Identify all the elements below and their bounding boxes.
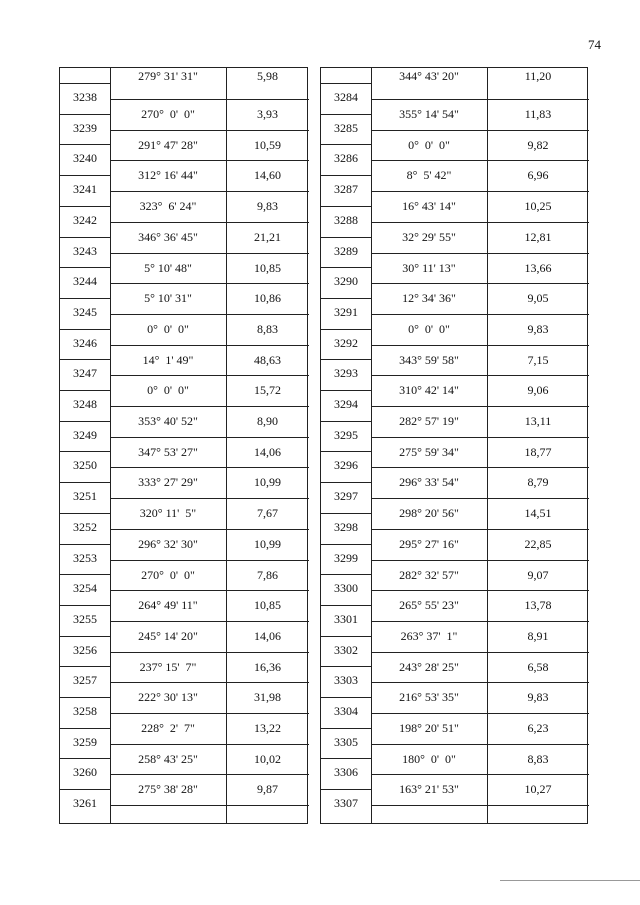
point-id-cell: 3294	[334, 397, 358, 411]
row-divider	[110, 160, 309, 161]
row-divider	[60, 544, 110, 545]
row-divider	[321, 605, 371, 606]
row-divider	[321, 267, 371, 268]
distance-cell: 11,20	[524, 69, 552, 83]
angle-cell: 258° 43' 25"	[138, 751, 198, 766]
point-id-cell: 3289	[334, 243, 358, 258]
point-id-cell: 3253	[73, 550, 97, 565]
row-divider	[110, 406, 309, 407]
angle-cell: 5° 10' 48"	[144, 260, 192, 275]
distance-cell: 10,99	[254, 475, 281, 490]
row-divider	[371, 437, 589, 438]
row-divider	[321, 513, 371, 514]
angle-cell: 0° 0' 0"	[408, 321, 450, 336]
distance-cell: 8,91	[527, 628, 549, 643]
row-divider	[110, 560, 309, 561]
row-divider	[321, 574, 371, 575]
row-divider	[321, 421, 371, 422]
angle-cell: 275° 59' 34"	[399, 444, 459, 459]
row-divider	[321, 359, 371, 360]
distance-cell: 18,77	[524, 444, 552, 459]
row-divider	[371, 805, 589, 806]
point-id-cell: 3242	[73, 212, 97, 227]
point-id-cell: 3259	[73, 734, 97, 749]
distance-cell: 14,51	[524, 506, 552, 521]
angle-cell: 295° 27' 16"	[399, 536, 459, 551]
angle-cell: 298° 20' 56"	[399, 506, 459, 521]
row-divider	[110, 744, 309, 745]
angle-cell: 12° 34' 36"	[402, 291, 456, 306]
row-divider	[371, 160, 589, 161]
angle-cell: 180° 0' 0"	[402, 751, 456, 766]
row-divider	[371, 253, 589, 254]
distance-cell: 13,66	[524, 260, 552, 275]
row-divider	[371, 713, 589, 714]
row-divider	[60, 175, 110, 176]
point-id-cell: 3306	[334, 765, 358, 780]
row-divider	[371, 99, 589, 100]
angle-cell: 198° 20' 51"	[399, 721, 459, 735]
point-id-cell: 3258	[73, 704, 97, 718]
row-divider	[60, 359, 110, 360]
point-id-cell: 3244	[73, 274, 97, 289]
distance-cell: 8,83	[527, 751, 549, 766]
angle-cell: 0° 0' 0"	[408, 137, 450, 152]
point-id-cell: 3293	[334, 366, 358, 381]
row-divider	[321, 728, 371, 729]
row-divider	[110, 498, 309, 499]
distance-cell: 21,21	[254, 229, 281, 244]
distance-cell: 31,98	[254, 690, 281, 705]
point-id-cell: 3261	[73, 796, 97, 811]
distance-cell: 14,06	[254, 444, 281, 459]
angle-cell: 282° 32' 57"	[399, 567, 459, 582]
angle-cell: 323° 6' 24"	[139, 199, 197, 214]
row-divider	[371, 590, 589, 591]
angle-cell: 243° 28' 25"	[399, 659, 459, 674]
distance-cell: 9,07	[527, 567, 549, 582]
distance-cell: 8,83	[257, 321, 278, 336]
angle-cell: 282° 57' 19"	[399, 414, 459, 428]
point-id-cell: 3302	[334, 642, 358, 657]
point-id-cell: 3307	[334, 796, 358, 811]
angle-cell: 270° 0' 0"	[141, 567, 195, 582]
distance-cell: 13,11	[524, 414, 552, 428]
point-id-cell: 3245	[73, 304, 97, 319]
point-id-cell: 3291	[334, 304, 358, 319]
angle-cell: 237° 15' 7"	[139, 659, 197, 674]
angle-cell: 222° 30' 13"	[138, 690, 198, 705]
distance-cell: 7,86	[257, 567, 278, 582]
row-divider	[110, 682, 309, 683]
row-divider	[110, 437, 309, 438]
row-divider	[60, 83, 110, 84]
point-id-cell: 3247	[73, 366, 97, 381]
row-divider	[321, 697, 371, 698]
angle-cell: 245° 14' 20"	[138, 628, 198, 643]
row-divider	[371, 652, 589, 653]
angle-cell: 264° 49' 11"	[138, 598, 198, 613]
row-divider	[60, 451, 110, 452]
distance-cell: 10,85	[254, 260, 281, 275]
row-divider	[60, 728, 110, 729]
row-divider	[60, 697, 110, 698]
row-divider	[371, 222, 589, 223]
distance-cell: 10,86	[254, 291, 281, 306]
row-divider	[110, 529, 309, 530]
point-id-cell: 3241	[73, 182, 97, 197]
row-divider	[321, 666, 371, 667]
distance-cell: 14,60	[254, 168, 281, 183]
point-id-cell: 3284	[334, 90, 358, 104]
angle-cell: 275° 38' 28"	[138, 782, 198, 797]
distance-cell: 10,27	[524, 782, 552, 797]
row-divider	[110, 774, 309, 775]
row-divider	[371, 682, 589, 683]
distance-cell: 6,58	[527, 659, 549, 674]
row-divider	[321, 83, 371, 84]
angle-cell: 163° 21' 53"	[399, 782, 459, 797]
row-divider	[110, 222, 309, 223]
point-id-cell: 3303	[334, 673, 358, 688]
angle-cell: 310° 42' 14"	[399, 383, 459, 398]
row-divider	[110, 99, 309, 100]
distance-cell: 9,87	[257, 782, 278, 797]
row-divider	[60, 390, 110, 391]
point-id-cell: 3256	[73, 642, 97, 657]
row-divider	[371, 283, 589, 284]
row-divider	[60, 267, 110, 268]
distance-cell: 12,81	[524, 229, 552, 244]
row-divider	[321, 329, 371, 330]
angle-cell: 32° 29' 55"	[402, 229, 456, 244]
distance-cell: 10,02	[254, 751, 281, 766]
distance-cell: 22,85	[524, 536, 552, 551]
point-id-cell: 3299	[334, 550, 358, 565]
distance-cell: 9,83	[527, 690, 549, 705]
distance-cell: 9,83	[257, 199, 278, 214]
row-divider	[110, 345, 309, 346]
point-id-cell: 3296	[334, 458, 358, 473]
angle-cell: 0° 0' 0"	[147, 383, 189, 398]
row-divider	[110, 283, 309, 284]
row-divider	[110, 467, 309, 468]
point-id-cell: 3287	[334, 182, 358, 197]
row-divider	[321, 144, 371, 145]
distance-cell: 6,23	[527, 721, 549, 735]
coordinate-table-right	[320, 67, 588, 824]
angle-cell: 228° 2' 7"	[141, 721, 195, 735]
angle-cell: 5° 10' 31"	[144, 291, 192, 306]
distance-cell: 11,83	[524, 107, 552, 121]
point-id-cell: 3254	[73, 581, 97, 596]
row-divider	[371, 314, 589, 315]
row-divider	[60, 206, 110, 207]
row-divider	[371, 621, 589, 622]
point-id-cell: 3252	[73, 519, 97, 534]
point-id-cell: 3298	[334, 519, 358, 534]
point-id-cell: 3239	[73, 120, 97, 135]
distance-cell: 9,06	[527, 383, 549, 398]
row-divider	[321, 758, 371, 759]
angle-cell: 333° 27' 29"	[138, 475, 198, 490]
coordinate-table-left	[59, 67, 308, 824]
row-divider	[60, 605, 110, 606]
distance-cell: 8,90	[257, 414, 278, 428]
row-divider	[110, 590, 309, 591]
point-id-cell: 3249	[73, 427, 97, 442]
angle-cell: 14° 1' 49"	[142, 352, 194, 367]
angle-cell: 320° 11' 5"	[139, 506, 197, 521]
point-id-cell: 3248	[73, 397, 97, 411]
point-id-cell: 3255	[73, 611, 97, 626]
row-divider	[321, 789, 371, 790]
distance-cell: 14,06	[254, 628, 281, 643]
point-id-cell: 3250	[73, 458, 97, 473]
row-divider	[321, 237, 371, 238]
footer-rule	[500, 880, 640, 881]
row-divider	[371, 345, 589, 346]
distance-cell: 13,22	[254, 721, 281, 735]
row-divider	[371, 744, 589, 745]
distance-cell: 9,82	[527, 137, 549, 152]
row-divider	[371, 774, 589, 775]
point-id-cell: 3295	[334, 427, 358, 442]
distance-cell: 5,98	[257, 69, 278, 83]
angle-cell: 265° 55' 23"	[399, 598, 459, 613]
point-id-cell: 3246	[73, 335, 97, 350]
row-divider	[321, 636, 371, 637]
distance-cell: 9,83	[527, 321, 549, 336]
row-divider	[110, 314, 309, 315]
angle-cell: 346° 36' 45"	[138, 229, 198, 244]
row-divider	[371, 529, 589, 530]
angle-cell: 343° 59' 58"	[399, 352, 459, 367]
row-divider	[371, 560, 589, 561]
row-divider	[371, 375, 589, 376]
angle-cell: 296° 33' 54"	[399, 475, 459, 490]
row-divider	[371, 467, 589, 468]
point-id-cell: 3292	[334, 335, 358, 350]
row-divider	[110, 621, 309, 622]
point-id-cell: 3257	[73, 673, 97, 688]
point-id-cell: 3290	[334, 274, 358, 289]
angle-cell: 30° 11' 13"	[402, 260, 456, 275]
angle-cell: 347° 53' 27"	[138, 444, 198, 459]
row-divider	[321, 206, 371, 207]
point-id-cell: 3285	[334, 120, 358, 135]
distance-cell: 3,93	[257, 107, 278, 121]
angle-cell: 355° 14' 54"	[399, 107, 459, 121]
row-divider	[371, 191, 589, 192]
distance-cell: 10,99	[254, 536, 281, 551]
point-id-cell: 3240	[73, 151, 97, 166]
row-divider	[60, 144, 110, 145]
distance-cell: 10,25	[524, 199, 552, 214]
point-id-cell: 3288	[334, 212, 358, 227]
distance-cell: 7,67	[257, 506, 278, 521]
angle-cell: 216° 53' 35"	[399, 690, 459, 705]
angle-cell: 291° 47' 28"	[138, 137, 198, 152]
row-divider	[371, 498, 589, 499]
distance-cell: 9,05	[527, 291, 549, 306]
row-divider	[60, 636, 110, 637]
point-id-cell: 3301	[334, 611, 358, 626]
distance-cell: 6,96	[527, 168, 549, 183]
row-divider	[110, 375, 309, 376]
row-divider	[110, 130, 309, 131]
row-divider	[60, 329, 110, 330]
angle-cell: 270° 0' 0"	[141, 107, 195, 121]
angle-cell: 344° 43' 20"	[399, 69, 459, 83]
angle-cell: 8° 5' 42"	[406, 168, 452, 183]
row-divider	[321, 482, 371, 483]
angle-cell: 312° 16' 44"	[138, 168, 198, 183]
point-id-cell: 3300	[334, 581, 358, 596]
angle-cell: 0° 0' 0"	[147, 321, 189, 336]
point-id-cell: 3238	[73, 90, 97, 104]
point-id-cell: 3305	[334, 734, 358, 749]
distance-cell: 7,15	[527, 352, 549, 367]
distance-cell: 15,72	[254, 383, 281, 398]
angle-cell: 263° 37' 1"	[400, 628, 458, 643]
row-divider	[321, 114, 371, 115]
angle-cell: 279° 31' 31"	[138, 69, 198, 83]
row-divider	[60, 421, 110, 422]
row-divider	[60, 789, 110, 790]
point-id-cell: 3260	[73, 765, 97, 780]
row-divider	[321, 390, 371, 391]
row-divider	[371, 406, 589, 407]
row-divider	[60, 513, 110, 514]
row-divider	[110, 805, 309, 806]
row-divider	[60, 482, 110, 483]
point-id-cell: 3297	[334, 489, 358, 504]
distance-cell: 13,78	[524, 598, 552, 613]
page-number: 74	[588, 37, 601, 52]
angle-cell: 16° 43' 14"	[402, 199, 456, 214]
point-id-cell: 3304	[334, 704, 358, 718]
row-divider	[321, 175, 371, 176]
row-divider	[60, 237, 110, 238]
point-id-cell: 3243	[73, 243, 97, 258]
row-divider	[321, 544, 371, 545]
distance-cell: 48,63	[254, 352, 281, 367]
row-divider	[110, 191, 309, 192]
distance-cell: 16,36	[254, 659, 281, 674]
row-divider	[60, 574, 110, 575]
angle-cell: 296° 32' 30"	[138, 536, 198, 551]
row-divider	[60, 114, 110, 115]
row-divider	[60, 758, 110, 759]
row-divider	[60, 298, 110, 299]
row-divider	[110, 253, 309, 254]
row-divider	[110, 713, 309, 714]
point-id-cell: 3286	[334, 151, 358, 166]
distance-cell: 10,85	[254, 598, 281, 613]
distance-cell: 10,59	[254, 137, 281, 152]
row-divider	[321, 298, 371, 299]
row-divider	[321, 451, 371, 452]
row-divider	[60, 666, 110, 667]
row-divider	[371, 130, 589, 131]
distance-cell: 8,79	[527, 475, 549, 490]
row-divider	[110, 652, 309, 653]
point-id-cell: 3251	[73, 489, 97, 504]
angle-cell: 353° 40' 52"	[138, 414, 198, 428]
